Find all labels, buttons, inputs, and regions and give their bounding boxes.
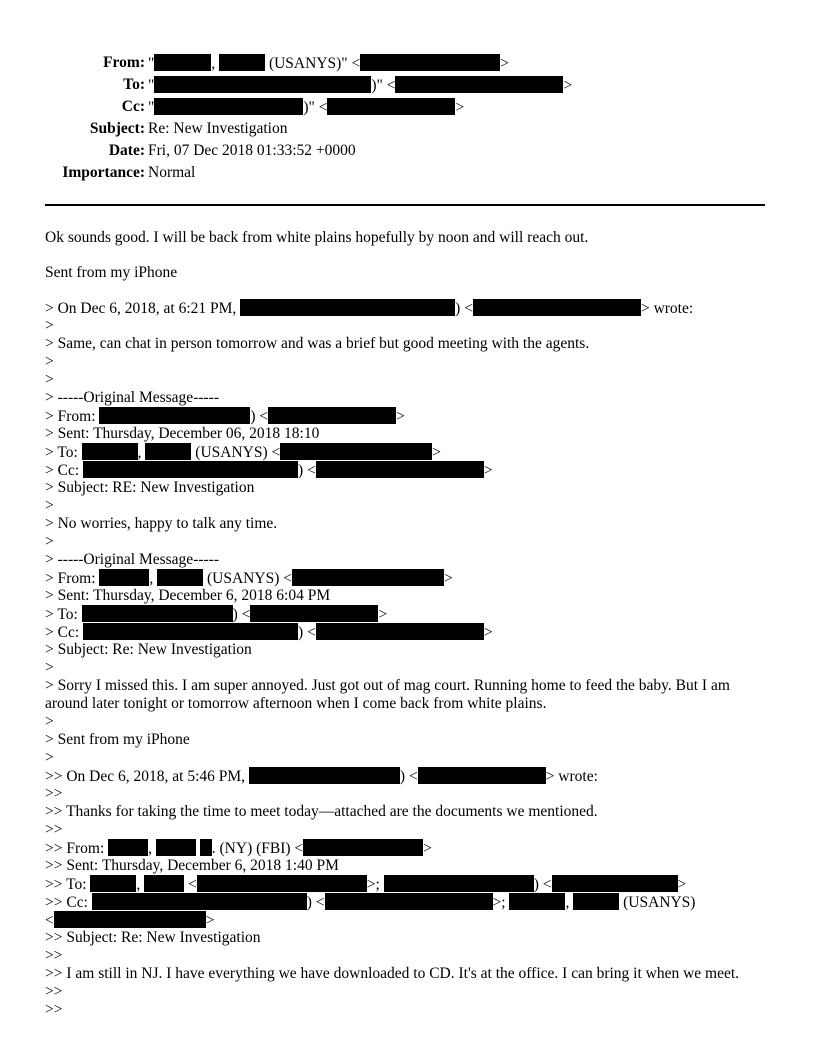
quote-line: > [45,659,54,676]
redaction [316,461,484,478]
quote-line: >> Subject: Re: New Investigation [45,929,261,946]
to-label: To: [123,76,145,93]
redaction [292,569,444,586]
redaction [573,893,619,910]
redaction [83,623,298,640]
redaction [144,875,184,892]
quote-line: >> I am still in NJ. I have everything we have downloaded to CD. It's at the office. I can bring it when we meet. [45,965,740,982]
quote-line: >> Thanks for taking the time to meet today—attached are the documents we mentioned. [45,803,598,820]
quote-line: > Sent: Thursday, December 06, 2018 18:10 [45,425,320,442]
quote-line: >> From: , . (NY) (FBI) < > [45,840,432,857]
quote-line: > Sent from my iPhone [45,731,190,748]
redaction [280,443,432,460]
quote-line: >> On Dec 6, 2018, at 5:46 PM, ) < > wrote: [45,768,598,785]
quote-line: >> [45,983,63,1000]
redaction [395,76,563,93]
redaction [154,98,303,115]
redaction [145,443,191,460]
quote-line: around later tonight or tomorrow afternoon when I come back from white plains. [45,695,547,712]
quote-line: > Subject: Re: New Investigation [45,641,252,658]
redaction [82,443,138,460]
redaction [154,54,211,71]
redaction [303,839,423,856]
quote-line: > From: , (USANYS) < > [45,570,453,587]
quote-line: > [45,497,54,514]
redaction [250,605,378,622]
redaction [360,54,500,71]
redaction [384,875,534,892]
from-label: From: [103,54,145,71]
body-line: Ok sounds good. I will be back from white plains hopefully by noon and will reach out. [45,229,589,246]
redaction [327,98,455,115]
importance-value: Normal [148,164,196,181]
quote-line: > On Dec 6, 2018, at 6:21 PM, ) < > wrote: [45,300,694,317]
redaction [92,893,307,910]
quote-line: >> Cc: ) < >; , (USANYS) [45,894,696,911]
quote-line: > [45,749,54,766]
quote-line: > [45,353,54,370]
redaction [552,875,678,892]
quote-line: > Cc: ) < > [45,462,493,479]
redaction [99,569,149,586]
header-subject [0,120,816,142]
quote-line: > No worries, happy to talk any time. [45,515,278,532]
redaction [268,407,396,424]
quote-line: >> [45,821,63,838]
quote-line: >> Sent: Thursday, December 6, 2018 1:40 PM [45,857,339,874]
subject-label: Subject: [89,120,145,137]
body-line: Sent from my iPhone [45,264,178,281]
date-label: Date: [108,142,145,159]
redaction [154,76,371,93]
header-importance [0,164,816,186]
quote-line: > [45,317,54,334]
quote-line: >> [45,947,63,964]
redaction [249,767,400,784]
quote-line: > [45,713,54,730]
redaction [219,54,265,71]
quote-line: > To: , (USANYS) < > [45,444,441,461]
redaction [200,839,212,856]
quote-line: >> [45,1001,63,1018]
date-value: Fri, 07 Dec 2018 01:33:52 +0000 [148,142,356,159]
redaction [99,407,250,424]
quote-line: > Same, can chat in person tomorrow and was a brief but good meeting with the agents. [45,335,590,352]
quote-line: < > [45,912,215,929]
header-date [0,142,816,164]
redaction [473,299,641,316]
redaction [418,767,546,784]
redaction [108,839,148,856]
importance-label: Importance: [62,164,145,181]
quote-line: > Sent: Thursday, December 6, 2018 6:04 PM [45,587,331,604]
header-from: From: " , (USANYS)" < > [103,54,509,72]
redaction [82,605,233,622]
redaction [316,623,484,640]
quote-line: > Cc: ) < > [45,624,493,641]
cc-label: Cc: [121,98,145,115]
redaction [83,461,298,478]
redaction [54,911,206,928]
redaction [325,893,493,910]
header-to: To: " )" < > [123,76,573,94]
quote-line: > -----Original Message----- [45,389,219,406]
subject-value: Re: New Investigation [148,120,288,137]
quote-line: > To: ) < > [45,606,388,623]
quote-line: > Subject: RE: New Investigation [45,479,255,496]
quote-line: > [45,371,54,388]
quote-line: > From: ) < > [45,408,405,425]
quote-line: > [45,533,54,550]
redaction [240,299,455,316]
redaction [509,893,565,910]
redaction [197,875,367,892]
redaction [156,839,196,856]
quote-line: >> To: , < >; ) < > [45,876,687,893]
redaction [90,875,136,892]
redaction [157,569,203,586]
quote-line: >> [45,785,63,802]
quote-line: > Sorry I missed this. I am super annoyed. Just got out of mag court. Running home to feed the baby. But I am [45,677,730,694]
quote-line: > -----Original Message----- [45,551,219,568]
divider [45,204,765,206]
header-cc: Cc: " )" < > [121,98,465,116]
